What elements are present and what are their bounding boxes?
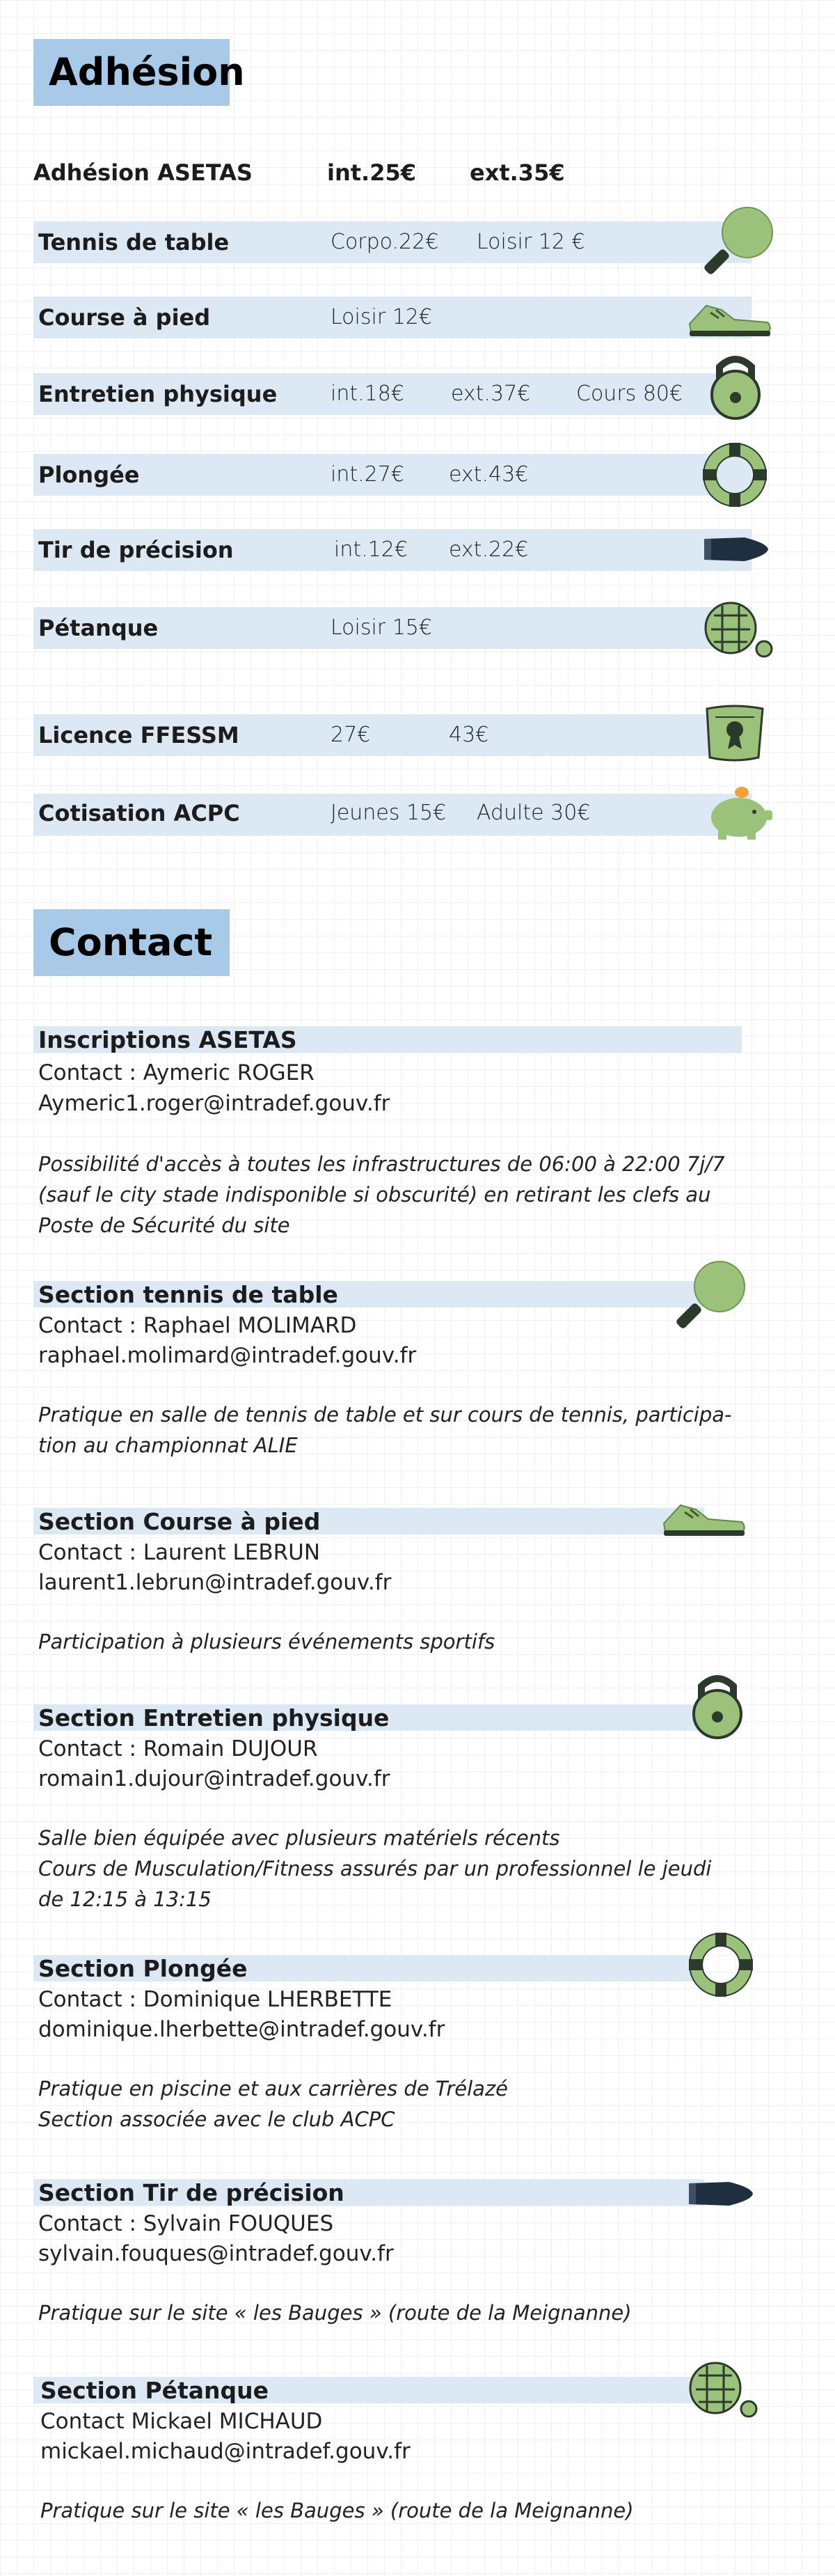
adhesion-row-value: int.27€ [331, 462, 404, 487]
contact-name: Contact : Sylvain FOUQUES [38, 2211, 334, 2236]
adhesion-row-value: ext.43€ [449, 462, 529, 487]
adhesion-title: Adhésion [33, 39, 230, 106]
adhesion-header-label: Adhésion ASETAS [33, 159, 253, 186]
adhesion-row-value: Loisir 15€ [331, 615, 432, 640]
contact-email[interactable]: mickael.michaud@intradef.gouv.fr [40, 2439, 411, 2464]
contact-name: Contact : Aymeric ROGER [38, 1060, 315, 1085]
adhesion-row-label: Licence FFESSM [38, 722, 239, 748]
adhesion-row-label: Plongée [38, 462, 140, 488]
adhesion-row-label: Pétanque [38, 615, 159, 641]
kettlebell-icon [686, 1671, 749, 1741]
contact-name: Contact : Raphael MOLIMARD [38, 1313, 357, 1338]
contact-desc-line: tion au championnat ALIE [38, 1434, 298, 1457]
contact-desc-line: Participation à plusieurs événements sportifs [38, 1630, 495, 1654]
contact-section-title: Section Pétanque [40, 2377, 269, 2404]
adhesion-row-label: Tennis de table [38, 229, 230, 256]
lifebuoy-icon [689, 1933, 753, 1997]
adhesion-row-label: Course à pied [38, 304, 211, 331]
contact-email[interactable]: dominique.lherbette@intradef.gouv.fr [38, 2017, 445, 2042]
adhesion-row-value: int.12€ [334, 537, 408, 562]
adhesion-row-label: Entretien physique [38, 381, 278, 407]
adhesion-row-value: Loisir 12 € [477, 230, 585, 254]
contact-desc-line: Pratique en piscine et aux carrières de Trélazé [38, 2077, 509, 2100]
contact-email[interactable]: romain1.dujour@intradef.gouv.fr [38, 1766, 390, 1791]
contact-name: Contact Mickael MICHAUD [40, 2409, 323, 2434]
adhesion-row-label: Cotisation ACPC [38, 800, 240, 826]
petanque-ball-icon [704, 602, 774, 659]
adhesion-row-value: Loisir 12€ [331, 305, 432, 329]
adhesion-row-value: 27€ [331, 723, 371, 747]
contact-section-title: Section Entretien physique [38, 1704, 390, 1731]
bullet-icon [701, 533, 770, 565]
petanque-ball-icon [689, 2362, 758, 2419]
running-shoe-icon [660, 1495, 749, 1540]
contact-desc-line: Pratique sur le site « les Bauges » (route de la Meignanne) [40, 2499, 634, 2522]
ping-pong-paddle-icon [701, 202, 778, 278]
adhesion-row-value: Jeunes 15€ [331, 801, 447, 825]
contact-title: Contact [33, 909, 230, 976]
adhesion-row-value: 43€ [449, 723, 489, 747]
kettlebell-icon [704, 352, 767, 421]
contact-name: Contact : Romain DUJOUR [38, 1736, 318, 1761]
contact-desc-line: Pratique sur le site « les Bauges » (route de la Meignanne) [38, 2301, 632, 2325]
adhesion-row-value: Corpo.22€ [331, 230, 439, 254]
contact-desc-line: (sauf le city stade indisponible si obscurité) en retirant les clefs au [38, 1183, 711, 1207]
adhesion-row-value: int.18€ [331, 382, 404, 406]
contact-desc-line: Poste de Sécurité du site [38, 1214, 290, 1237]
contact-desc-line: Salle bien équipée avec plusieurs matériels récents [38, 1826, 560, 1850]
contact-desc-line: de 12:15 à 13:15 [38, 1887, 212, 1911]
contact-section-title: Section Course à pied [38, 1508, 321, 1535]
adhesion-row-value: Cours 80€ [576, 382, 683, 406]
contact-email[interactable]: laurent1.lebrun@intradef.gouv.fr [38, 1570, 392, 1595]
running-shoe-icon [685, 296, 774, 340]
piggy-bank-icon [706, 783, 775, 841]
contact-desc-line: Cours de Musculation/Fitness assurés par un professionnel le jeudi [38, 1857, 712, 1880]
bullet-icon [686, 2178, 754, 2210]
contact-name: Contact : Laurent LEBRUN [38, 1540, 321, 1565]
adhesion-row-label: Tir de précision [38, 537, 234, 563]
contact-desc-line: Pratique en salle de tennis de table et sur cours de tennis, participa- [38, 1403, 732, 1427]
contact-section-title: Inscriptions ASETAS [38, 1026, 297, 1053]
contact-email[interactable]: raphael.molimard@intradef.gouv.fr [38, 1343, 417, 1368]
contact-email[interactable]: Aymeric1.roger@intradef.gouv.fr [38, 1091, 390, 1116]
certificate-icon [703, 703, 767, 763]
lifebuoy-icon [703, 443, 767, 507]
adhesion-row-value: Adulte 30€ [477, 801, 591, 825]
adhesion-header-int: int.25€ [327, 159, 416, 186]
contact-name: Contact : Dominique LHERBETTE [38, 1987, 392, 2012]
contact-section-title: Section Tir de précision [38, 2179, 344, 2206]
ping-pong-paddle-icon [674, 1256, 750, 1333]
contact-desc-line: Possibilité d'accès à toutes les infrastructures de 06:00 à 22:00 7j/7 [38, 1152, 725, 1176]
contact-section-title: Section Plongée [38, 1955, 248, 1982]
adhesion-row-value: ext.37€ [451, 382, 531, 406]
adhesion-row-value: ext.22€ [449, 537, 529, 562]
contact-desc-line: Section associée avec le club ACPC [38, 2107, 395, 2131]
contact-email[interactable]: sylvain.fouques@intradef.gouv.fr [38, 2241, 394, 2266]
adhesion-header-ext: ext.35€ [470, 159, 565, 186]
contact-section-title: Section tennis de table [38, 1281, 338, 1308]
